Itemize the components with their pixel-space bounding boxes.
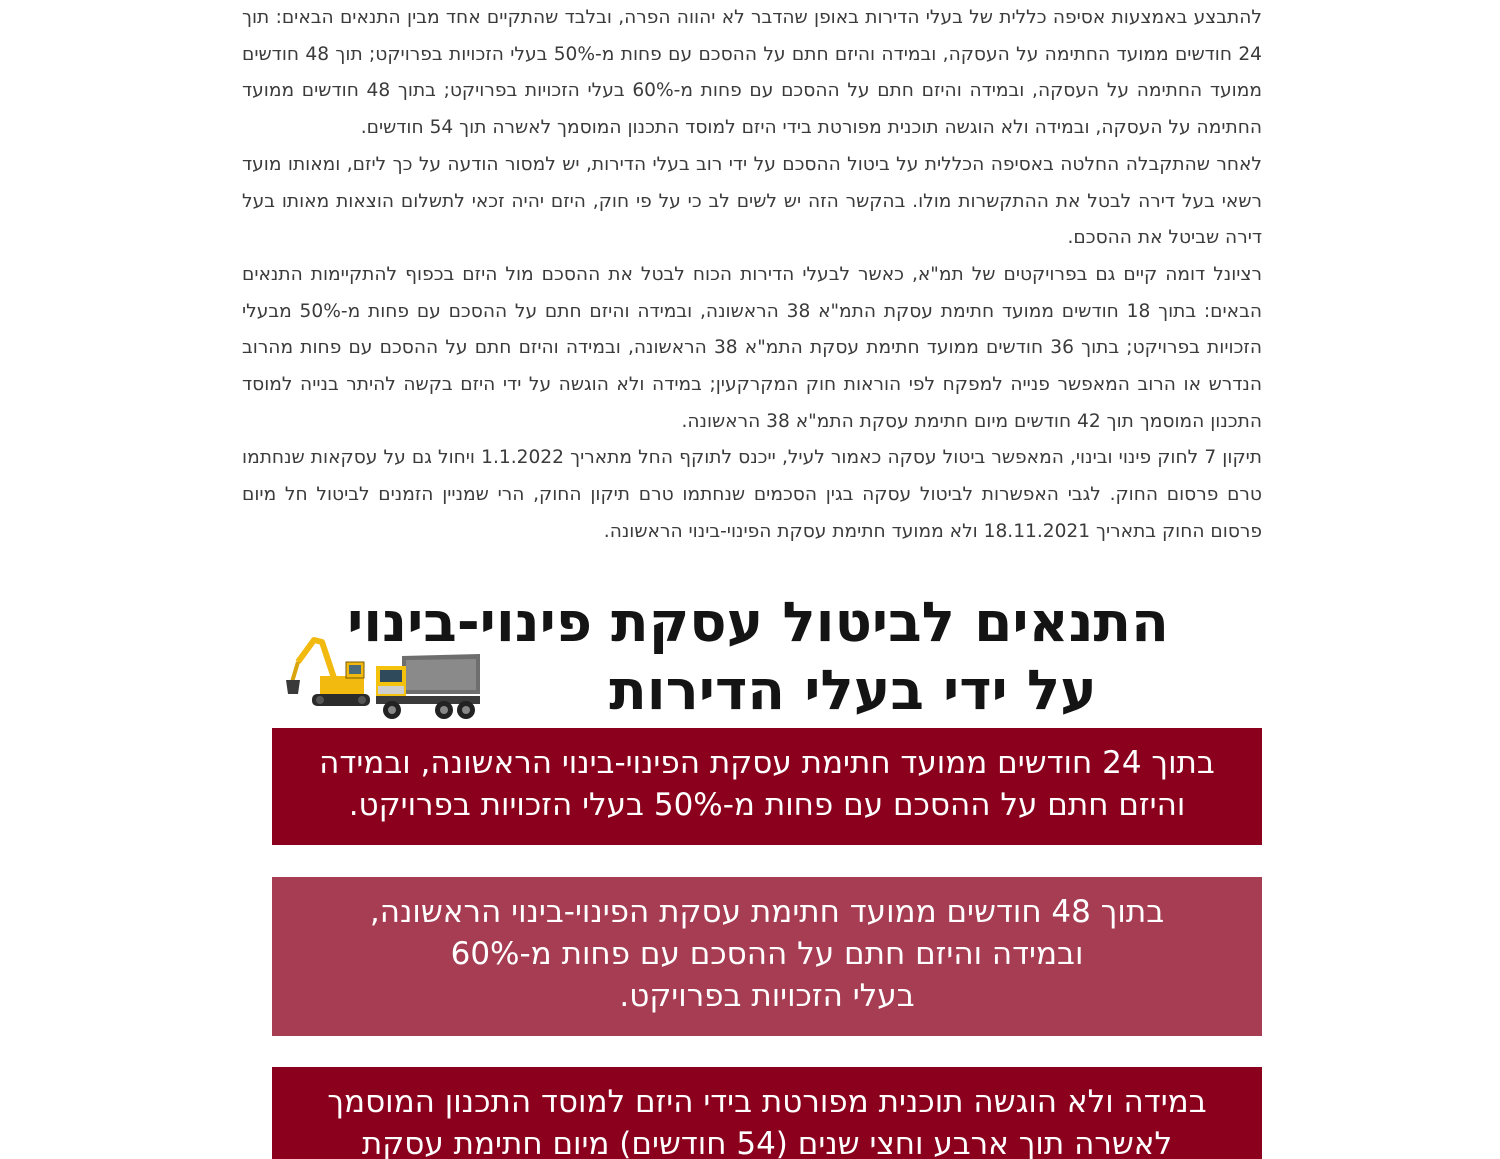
construction-vehicles-illustration [284, 632, 484, 724]
infographic-title-line: על ידי בעלי הדירות [609, 658, 1097, 722]
condition-box [272, 1067, 1262, 1159]
condition-text-line: בתוך 48 חודשים ממועד חתימת עסקת הפינוי-בינוי הראשונה, [369, 894, 1165, 930]
condition-text-line: והיזם חתם על ההסכם עם פחות מ-50% בעלי הזכויות בפרויקט. [348, 787, 1186, 823]
condition-box [272, 877, 1262, 1036]
article-paragraph: תיקון 7 לחוק פינוי ובינוי, המאפשר ביטול עסקה כאמור לעיל, ייכנס לתוקף החל מתאריך 1.1.2022 ויחול גם על עסקאות שנחתמו טרם פרסום החוק. לגבי האפשרות לביטול עסקה בגין הסכמים שנחתמו טרם תיקון החוק, הרי שמניין הזמנים לביטול חל מיום פרסום החוק בתאריך 18.11.2021 ולא ממועד חתימת עסקת הפינוי-בינוי הראשונה. [242, 447, 1263, 542]
article-body [242, 0, 1262, 551]
condition-text-line: לאשרה תוך ארבע וחצי שנים (54 חודשים) מיום חתימת עסקת [361, 1126, 1173, 1159]
condition-text-line: בתוך 24 חודשים ממועד חתימת עסקת הפינוי-בינוי הראשונה, ובמידה [319, 745, 1215, 781]
dump-truck-icon [376, 654, 480, 719]
condition-text-line: במידה ולא הוגשה תוכנית מפורטת בידי היזם למוסד התכנון המוסמך [327, 1084, 1207, 1120]
infographic-title-line: התנאים לביטול עסקת פינוי-בינוי [347, 590, 1169, 654]
condition-box [272, 728, 1262, 845]
article-paragraph: רציונל דומה קיים גם בפרויקטים של תמ"א, כאשר לבעלי הדירות הכוח לבטל את ההסכם מול היזם בכפוף להתקיימות התנאים הבאים: בתוך 18 חודשים ממועד חתימת עסקת התמ"א 38 הראשונה, ובמידה והיזם חתם על ההסכם עם פחות מ-50% מבעלי הזכויות בפרויקט; בתוך 36 חודשים ממועד חתימת עסקת התמ"א 38 הראשונה, ובמידה והיזם חתם על ההסכם עם פחות מהרוב הנדרש או הרוב המאפשר פנייה למפקח לפי הוראות חוק המקרקעין; במידה ולא הוגשה על ידי היזם בקשה להיתר בנייה למוסד התכנון המוסמך תוך 42 חודשים מיום חתימת עסקת התמ"א 38 הראשונה. [242, 263, 1262, 432]
infographic-header [272, 588, 1262, 726]
condition-text-line: ובמידה והיזם חתם על ההסכם עם פחות מ-60% [450, 936, 1084, 972]
article-paragraph: להתבצע באמצעות אסיפה כללית של בעלי הדירות באופן שהדבר לא יהווה הפרה, ובלבד שהתקיים אחד מבין התנאים הבאים: תוך 24 חודשים ממועד החתימה על העסקה, ובמידה והיזם חתם על ההסכם עם פחות מ-50% בעלי הזכויות בפרויקט; תוך 48 חודשים ממועד החתימה על העסקה, ובמידה והיזם חתם על ההסכם עם פחות מ-60% בעלי הזכויות בפרויקט; בתוך 48 חודשים ממועד החתימה על העסקה, ובמידה ולא הוגשה תוכנית מפורטת בידי היזם למוסד התכנון המוסמך לאשרה תוך 54 חודשים. [242, 7, 1262, 139]
condition-text-line: בעלי הזכויות בפרויקט. [619, 978, 915, 1014]
excavator-icon [286, 640, 370, 706]
article-paragraph: לאחר שהתקבלה החלטה באסיפה הכללית על ביטול ההסכם על ידי רוב בעלי הדירות, יש למסור הודעה על כך ליזם, ומאותו מועד רשאי בעל דירה לבטל את ההתקשרות מולו. בהקשר הזה יש לשים לב כי על פי חוק, היזם יהיה זכאי לתשלום הוצאות מאותו בעל דירה שביטל את ההסכם. [242, 153, 1262, 249]
